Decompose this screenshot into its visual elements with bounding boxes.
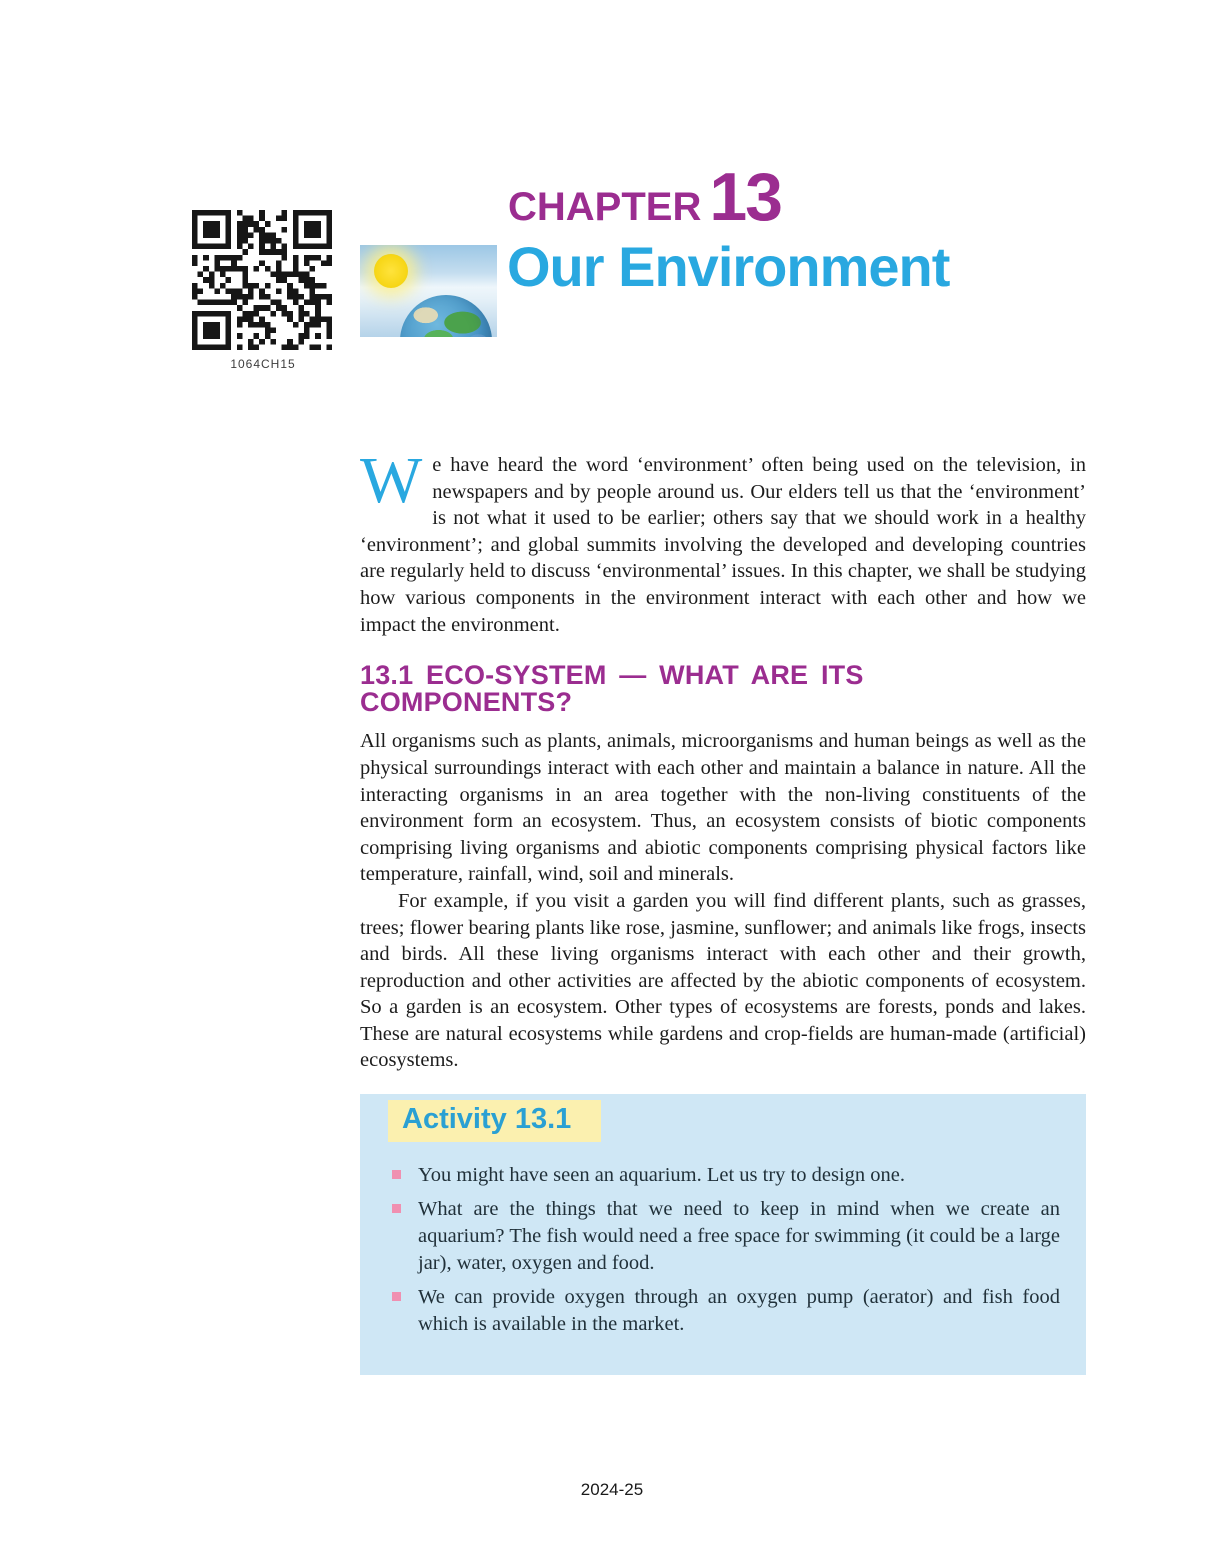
activity-list [360, 1162, 1086, 1338]
activity-title: Activity 13.1 [388, 1100, 601, 1142]
chapter-label: CHAPTER [508, 185, 702, 229]
activity-bullet [418, 1162, 1060, 1189]
paragraph-garden-example: For example, if you visit a garden you will find different plants, such as grasses, trees; flower bearing plants like rose, jasmine, sunflower; and animals like frogs, insects and birds. All these living organisms interact with each other and their growth, reproduction and other activities are affected by the abiotic components of ecosystem. So a garden is an ecosystem. Other types of ecosystems are forests, ponds and lakes. These are natural ecosystems while gardens and crop-fields are human-made (artificial) ecosystems. [360, 889, 1086, 1072]
bullet-square-icon [392, 1170, 401, 1179]
chapter-title: Our Environment [507, 235, 950, 298]
activity-bullet-text: What are the things that we need to keep in mind when we create an aquarium? The fish would need a free space for swimming (it could be a large jar), water, oxygen and food. [418, 1197, 1060, 1274]
activity-box [360, 1094, 1086, 1375]
paragraph-ecosystem: All organisms such as plants, animals, microorganisms and human beings as well as the physical surroundings interact with each other and maintain a balance in nature. All the interacting organisms in an area together with the non-living constituents of the environment form an ecosystem. Thus, an ecosystem consists of biotic components comprising living organisms and abiotic components comprising physical factors like temperature, rainfall, wind, soil and minerals. [360, 730, 1086, 886]
bullet-square-icon [392, 1204, 401, 1213]
chapter-label-row [508, 158, 781, 236]
qr-code-icon [192, 210, 332, 350]
activity-bullet [418, 1196, 1060, 1277]
body-column [360, 444, 1086, 1375]
activity-bullet-text: We can provide oxygen through an oxygen pump (aerator) and fish food which is available in the market. [418, 1285, 1060, 1335]
activity-bullet-text: You might have seen an aquarium. Let us try to design one. [418, 1163, 905, 1186]
activity-bullet [418, 1284, 1060, 1338]
chapter-number: 13 [709, 159, 781, 235]
intro-paragraph [360, 444, 1086, 638]
qr-caption: 1064CH15 [230, 357, 296, 371]
qr-block [192, 210, 334, 371]
intro-text: e have heard the word ‘environment’ often being used on the television, in newspapers and by people around us. Our elders tell us that the ‘environment’ is not what it used to be earlier; others say that we should work in a healthy ‘environment’; and global summits involving the developed and developing countries are regularly held to discuss ‘environmental’ issues. In this chapter, we shall be studying how various components in the environment interact with each other and how we impact the environment. [360, 454, 1086, 636]
dropcap: W [360, 444, 423, 517]
bullet-square-icon [392, 1292, 401, 1301]
page-footer: 2024-25 [580, 1480, 644, 1499]
sun-icon [374, 254, 408, 288]
section-heading: 13.1 ECO-SYSTEM — WHAT ARE ITS COMPONENTS? [360, 660, 864, 717]
chapter-art [360, 245, 497, 337]
earth-icon [400, 295, 492, 337]
